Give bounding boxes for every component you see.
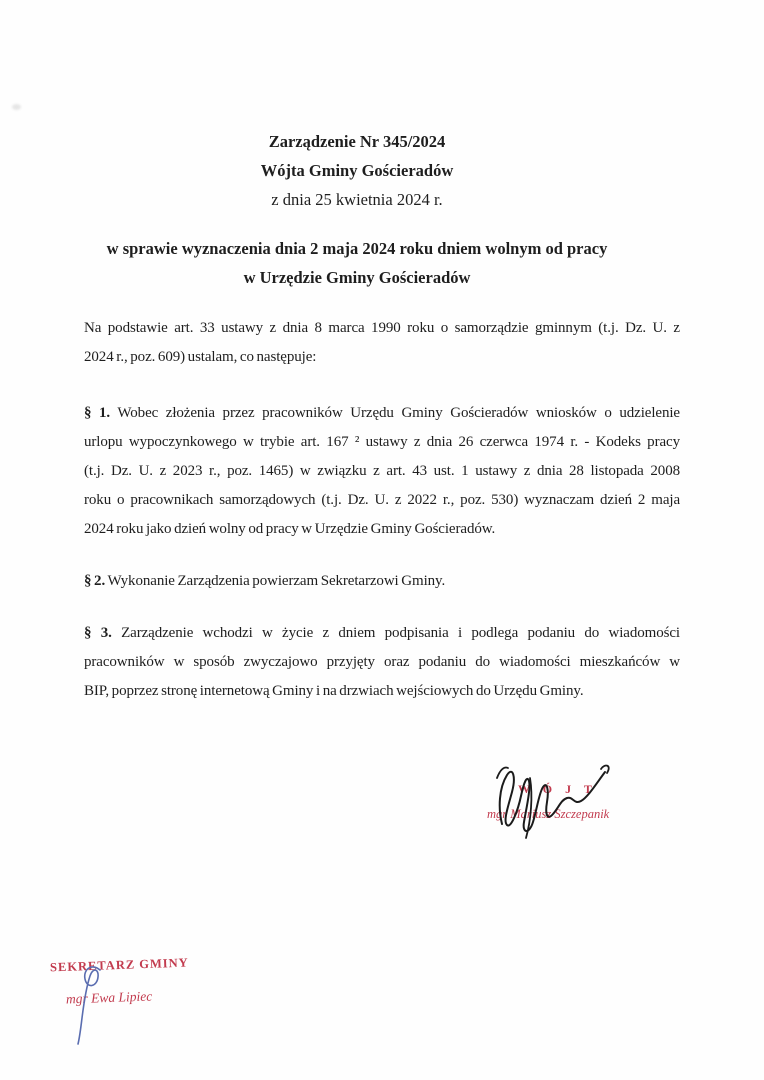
- paragraph-2-line-1: [84, 567, 680, 596]
- scan-artifact-smudge: [12, 104, 21, 110]
- paragraph-1-line-2: urlopu wypoczynkowego w trybie art. 167 ² ustawy z dnia 26 czerwca 1974 r. - Kodeks pracy: [84, 434, 680, 450]
- ordinance-date: z dnia 25 kwietnia 2024 r.: [271, 190, 443, 209]
- paragraph-2-line-1-text: Wykonanie Zarządzenia powierzam Sekretarzowi Gminy.: [107, 573, 446, 589]
- document-header: [57, 127, 657, 214]
- issuing-authority: Wójta Gminy Gościeradów: [260, 161, 454, 180]
- paragraph-1-marker: § 1.: [84, 405, 111, 421]
- preamble-line-1: Na podstawie art. 33 ustawy z dnia 8 marca 1990 roku o samorządzie gminnym (t.j. Dz. U. z: [84, 320, 680, 336]
- paragraph-2: [84, 567, 680, 596]
- preamble-paragraph: [84, 314, 680, 372]
- ordinance-number: Zarządzenie Nr 345/2024: [268, 132, 446, 151]
- subject-line-1: w sprawie wyznaczenia dnia 2 maja 2024 roku dniem wolnym od pracy: [106, 239, 608, 258]
- paragraph-1: [84, 399, 680, 544]
- paragraph-1-line-1: [84, 399, 680, 428]
- paragraph-3-line-3: BIP, poprzez stronę internetową Gminy i na drzwiach wejściowych do Urzędu Gminy.: [84, 683, 584, 699]
- wojt-handwritten-signature: [488, 758, 618, 842]
- paragraph-3-line-2: pracowników w sposób zwyczajowo przyjęty oraz podaniu do wiadomości mieszkańców w: [84, 654, 680, 670]
- sekretarz-handwritten-paraph: [70, 960, 110, 1048]
- paragraph-3-line-1-text: Zarządzenie wchodzi w życie z dniem podpisania i podlega podaniu do wiadomości: [121, 625, 680, 641]
- paragraph-1-line-3: (t.j. Dz. U. z 2023 r., poz. 1465) w związku z art. 43 ust. 1 ustawy z dnia 28 listopada 2008: [84, 463, 680, 479]
- wojt-stamp-name: mgr Mariusz Szczepanik: [487, 807, 610, 821]
- document-subject: [57, 234, 657, 292]
- paragraph-3: [84, 619, 680, 706]
- wojt-stamp-title: W Ó J T: [518, 782, 597, 796]
- sekretarz-stamp-name: mgr Ewa Lipiec: [65, 988, 153, 1007]
- paragraph-2-marker: § 2.: [84, 573, 106, 589]
- paragraph-1-line-4: roku o pracownikach samorządowych (t.j. Dz. U. z 2022 r., poz. 530) wyznaczam dzień 2 maja: [84, 492, 680, 508]
- paragraph-1-line-5: 2024 roku jako dzień wolny od pracy w Urzędzie Gminy Gościeradów.: [84, 521, 496, 537]
- preamble-line-2: 2024 r., poz. 609) ustalam, co następuje:: [84, 349, 317, 365]
- paragraph-3-line-1: [84, 619, 680, 648]
- subject-line-2: w Urzędzie Gminy Gościeradów: [243, 268, 471, 287]
- sekretarz-stamp-title: SEKRETARZ GMINY: [49, 955, 189, 975]
- paragraph-3-marker: § 3.: [84, 625, 112, 641]
- paragraph-1-line-1-text: Wobec złożenia przez pracowników Urzędu Gminy Gościeradów wniosków o udzielenie: [117, 405, 680, 421]
